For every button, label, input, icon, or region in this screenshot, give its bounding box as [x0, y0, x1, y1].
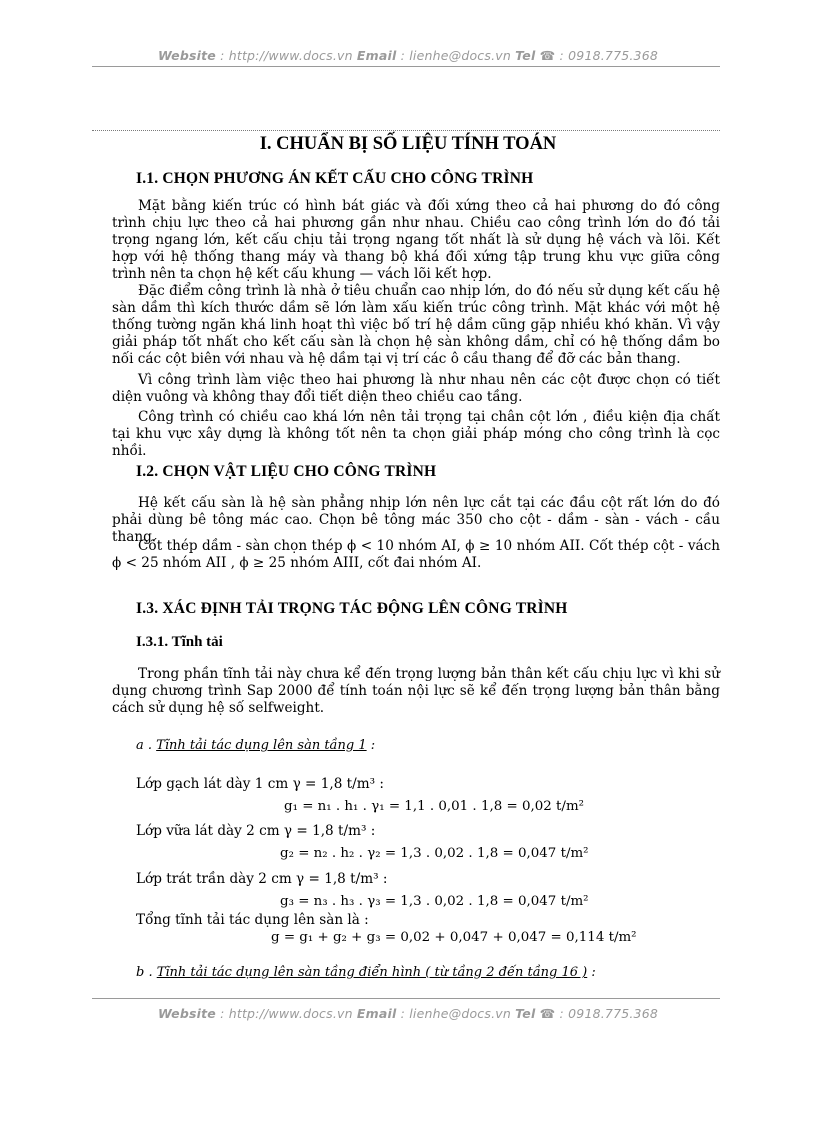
tel-value: ☎ : 0918.775.368: [535, 48, 659, 63]
page-title: I. CHUẨN BỊ SỐ LIỆU TÍNH TOÁN: [259, 134, 557, 154]
tel-label: Tel: [515, 48, 536, 63]
email-value: : lienhe@docs.vn: [396, 48, 516, 63]
footer-tel-label: Tel: [515, 1006, 536, 1021]
section-2-paragraph-1: Hệ kết cấu sàn là hệ sàn phẳng nhịp lớn nên lực cắt tại các đầu cột rất lớn do đó phải dùng bê tông mác cao. Chọn bê tông mác 350 cho cột - dầm - sàn - vách - cầu thang.: [112, 495, 720, 545]
section-2-paragraph-2: Cốt thép dầm - sàn chọn thép ϕ < 10 nhóm AI, ϕ ≥ 10 nhóm AII. Cốt thép cột - vách ϕ < 25 nhóm AII , ϕ ≥ 25 nhóm AIII, cốt đai nhóm AI.: [112, 538, 720, 571]
item-a-heading: [136, 738, 375, 753]
page-header: [0, 48, 816, 63]
item-a-prefix: a .: [136, 738, 157, 753]
layer-3-label: Lớp trát trần dày 2 cm γ = 1,8 t/m³ :: [136, 871, 388, 887]
website-label: Website: [157, 48, 216, 63]
section-3-paragraph-1: Trong phần tĩnh tải này chưa kể đến trọng lượng bản thân kết cấu chịu lực vì khi sử dụng chương trình Sap 2000 để tính toán nội lực sẽ kể đến trọng lượng bản thân bằng cách sử dụng hệ số selfweight.: [112, 666, 720, 716]
footer-email-label: Email: [356, 1006, 397, 1021]
footer-website-value: : http://www.docs.vn: [215, 1006, 357, 1021]
item-b-suffix: :: [587, 965, 596, 980]
section-1-paragraph-2: Đặc điểm công trình là nhà ở tiêu chuẩn cao nhịp lớn, do đó nếu sử dụng kết cấu hệ sàn dầm thì kích thước dầm sẽ lớn làm xấu kiến trúc công trình. Mặt khác với một hệ thống tường ngăn khá linh hoạt thì việc bố trí hệ dầm cũng gặp nhiều khó khăn. Vì vậy giải pháp tốt nhất cho kết cấu sàn là chọn hệ sàn không dầm, chỉ có hệ thống dầm bo nối các cột biên với nhau và hệ dầm tại vị trí các ô cầu thang để đỡ các bản thang.: [112, 283, 720, 367]
formula-g1: g₁ = n₁ . h₁ . γ₁ = 1,1 . 0,01 . 1,8 = 0,02 t/m²: [284, 799, 585, 814]
section-1-heading: I.1. CHỌN PHƯƠNG ÁN KẾT CẤU CHO CÔNG TRÌNH: [136, 170, 534, 187]
formula-g2: g₂ = n₂ . h₂ . γ₂ = 1,3 . 0,02 . 1,8 = 0,047 t/m²: [280, 846, 589, 861]
layer-1-label: Lớp gạch lát dày 1 cm γ = 1,8 t/m³ :: [136, 776, 384, 792]
total-label: Tổng tĩnh tải tác dụng lên sàn là :: [136, 912, 369, 928]
email-label: Email: [356, 48, 397, 63]
subsection-heading: I.3.1. Tĩnh tải: [136, 634, 223, 650]
footer-rule: [92, 998, 720, 999]
formula-total: g = g₁ + g₂ + g₃ = 0,02 + 0,047 + 0,047 = 0,114 t/m²: [271, 930, 637, 945]
title-rule: [92, 130, 720, 131]
footer-email-value: : lienhe@docs.vn: [396, 1006, 516, 1021]
item-b-title: Tĩnh tải tác dụng lên sàn tầng điển hình ( từ tầng 2 đến tầng 16 ): [156, 965, 588, 980]
header-rule: [92, 66, 720, 67]
item-a-suffix: :: [366, 738, 376, 753]
footer-tel-value: ☎ : 0918.775.368: [535, 1006, 659, 1021]
item-b-prefix: b .: [136, 965, 157, 980]
item-b-heading: [136, 965, 596, 980]
page-footer: [0, 1006, 816, 1021]
footer-website-label: Website: [157, 1006, 216, 1021]
section-1-paragraph-1: Mặt bằng kiến trúc có hình bát giác và đối xứng theo cả hai phương do đó công trình chịu lực theo cả hai phương gần như nhau. Chiều cao công trình lớn do đó tải trọng ngang lớn, kết cấu chịu tải trọng ngang tốt nhất là sử dụng hệ vách và lõi. Kết hợp với hệ thống thang máy và thang bộ khá đối xứng tập trung khu vực giữa công trình nên ta chọn hệ kết cấu khung — vách lõi kết hợp.: [112, 198, 720, 282]
layer-2-label: Lớp vữa lát dày 2 cm γ = 1,8 t/m³ :: [136, 823, 376, 839]
formula-g3: g₃ = n₃ . h₃ . γ₃ = 1,3 . 0,02 . 1,8 = 0,047 t/m²: [280, 894, 589, 909]
item-a-title: Tĩnh tải tác dụng lên sàn tầng 1: [156, 738, 367, 753]
section-2-heading: I.2. CHỌN VẬT LIỆU CHO CÔNG TRÌNH: [136, 463, 437, 480]
section-1-paragraph-4: Công trình có chiều cao khá lớn nên tải trọng tại chân cột lớn , điều kiện địa chất tại khu vực xây dựng là không tốt nên ta chọn giải pháp móng cho công trình là cọc nhồi.: [112, 409, 720, 459]
section-3-heading: I.3. XÁC ĐỊNH TẢI TRỌNG TÁC ĐỘNG LÊN CÔNG TRÌNH: [136, 600, 568, 617]
section-1-paragraph-3: Vì công trình làm việc theo hai phương là như nhau nên các cột được chọn có tiết diện vuông và không thay đổi tiết diện theo chiều cao tầng.: [112, 372, 720, 405]
website-value: : http://www.docs.vn: [215, 48, 357, 63]
